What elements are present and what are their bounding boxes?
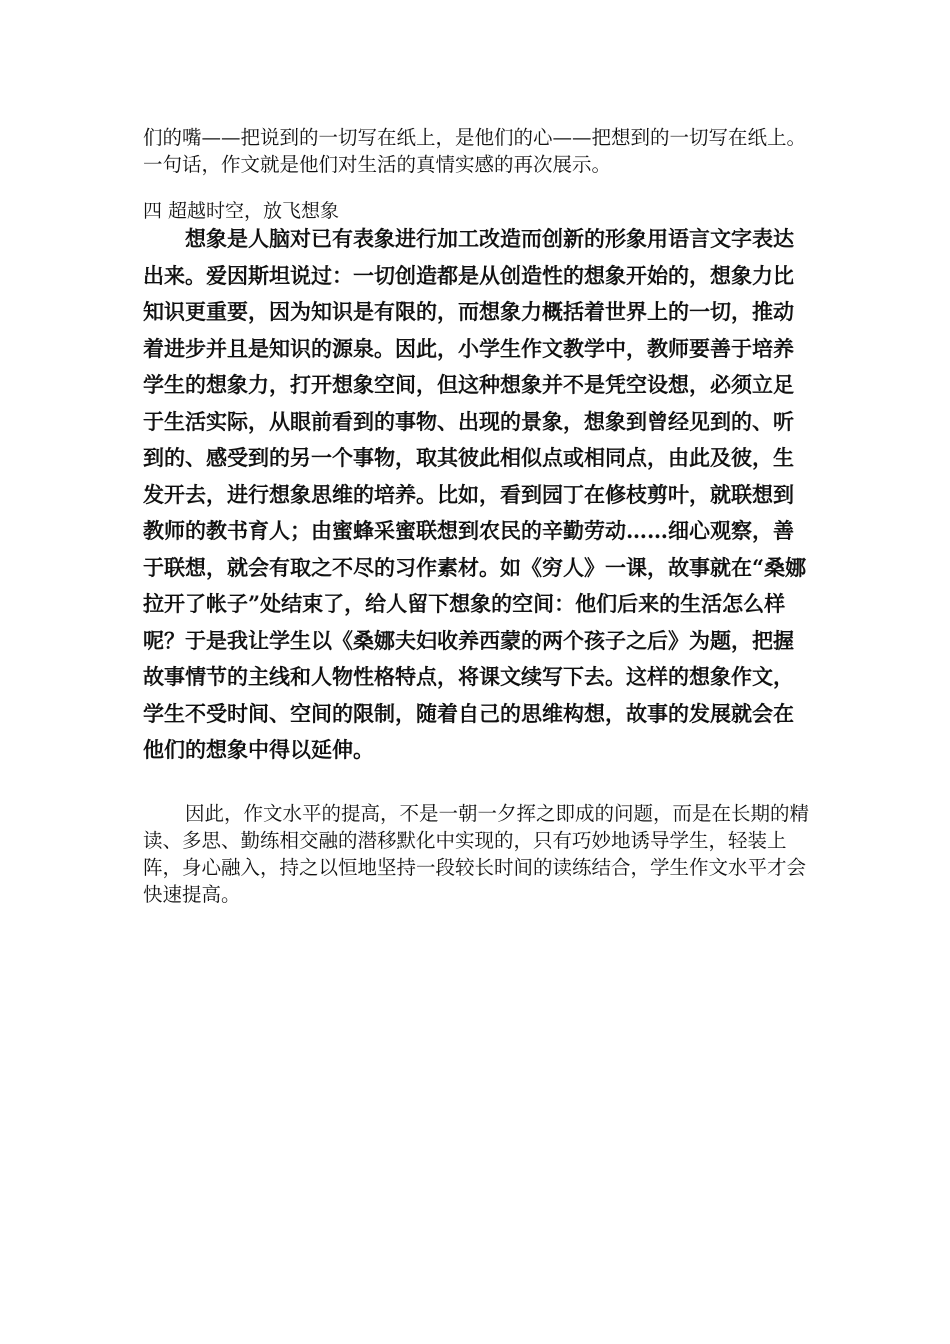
section-heading: 四 超越时空，放飞想象: [143, 200, 340, 222]
paragraph-conclusion: 因此，作文水平的提高，不是一朝一夕挥之即成的问题，而是在长期的精读、多思、勤练相交融的潜移默化中实现的，只有巧妙地诱导学生，轻装上阵，身心融入，持之以恒地坚持一段较长时间的读练结合，学生作文水平才会快速提高。: [143, 802, 810, 906]
paragraph-imagination: 想象是人脑对已有表象进行加工改造而创新的形象用语言文字表达出来。爱因斯坦说过：一切创造都是从创造性的想象开始的，想象力比知识更重要，因为知识是有限的，而想象力概括着世界上的一切，推动着进步并且是知识的源泉。因此，小学生作文教学中，教师要善于培养学生的想象力，打开想象空间，但这种想象并不是凭空设想，必须立足于生活实际，从眼前看到的事物、出现的景象，想象到曾经见到的、听到的、感受到的另一个事物，取其彼此相似点或相同点，由此及彼，生发开去，进行想象思维的培养。比如，看到园丁在修枝剪叶，就联想到教师的教书育人；由蜜蜂采蜜联想到农民的辛勤劳动……细心观察，善于联想，就会有取之不尽的习作素材。如《穷人》一课，故事就在“桑娜拉开了帐子”处结束了，给人留下想象的空间：他们后来的生活怎么样呢？于是我让学生以《桑娜夫妇收养西蒙的两个孩子之后》为题，把握故事情节的主线和人物性格特点，将课文续写下去。这样的想象作文，学生不受时间、空间的限制，随着自己的思维构想，故事的发展就会在他们的想象中得以延伸。: [143, 226, 807, 762]
paragraph-continuation: 们的嘴——把说到的一切写在纸上，是他们的心——把想到的一切写在纸上。一句话，作文就是他们对生活的真情实感的再次展示。: [143, 126, 807, 176]
